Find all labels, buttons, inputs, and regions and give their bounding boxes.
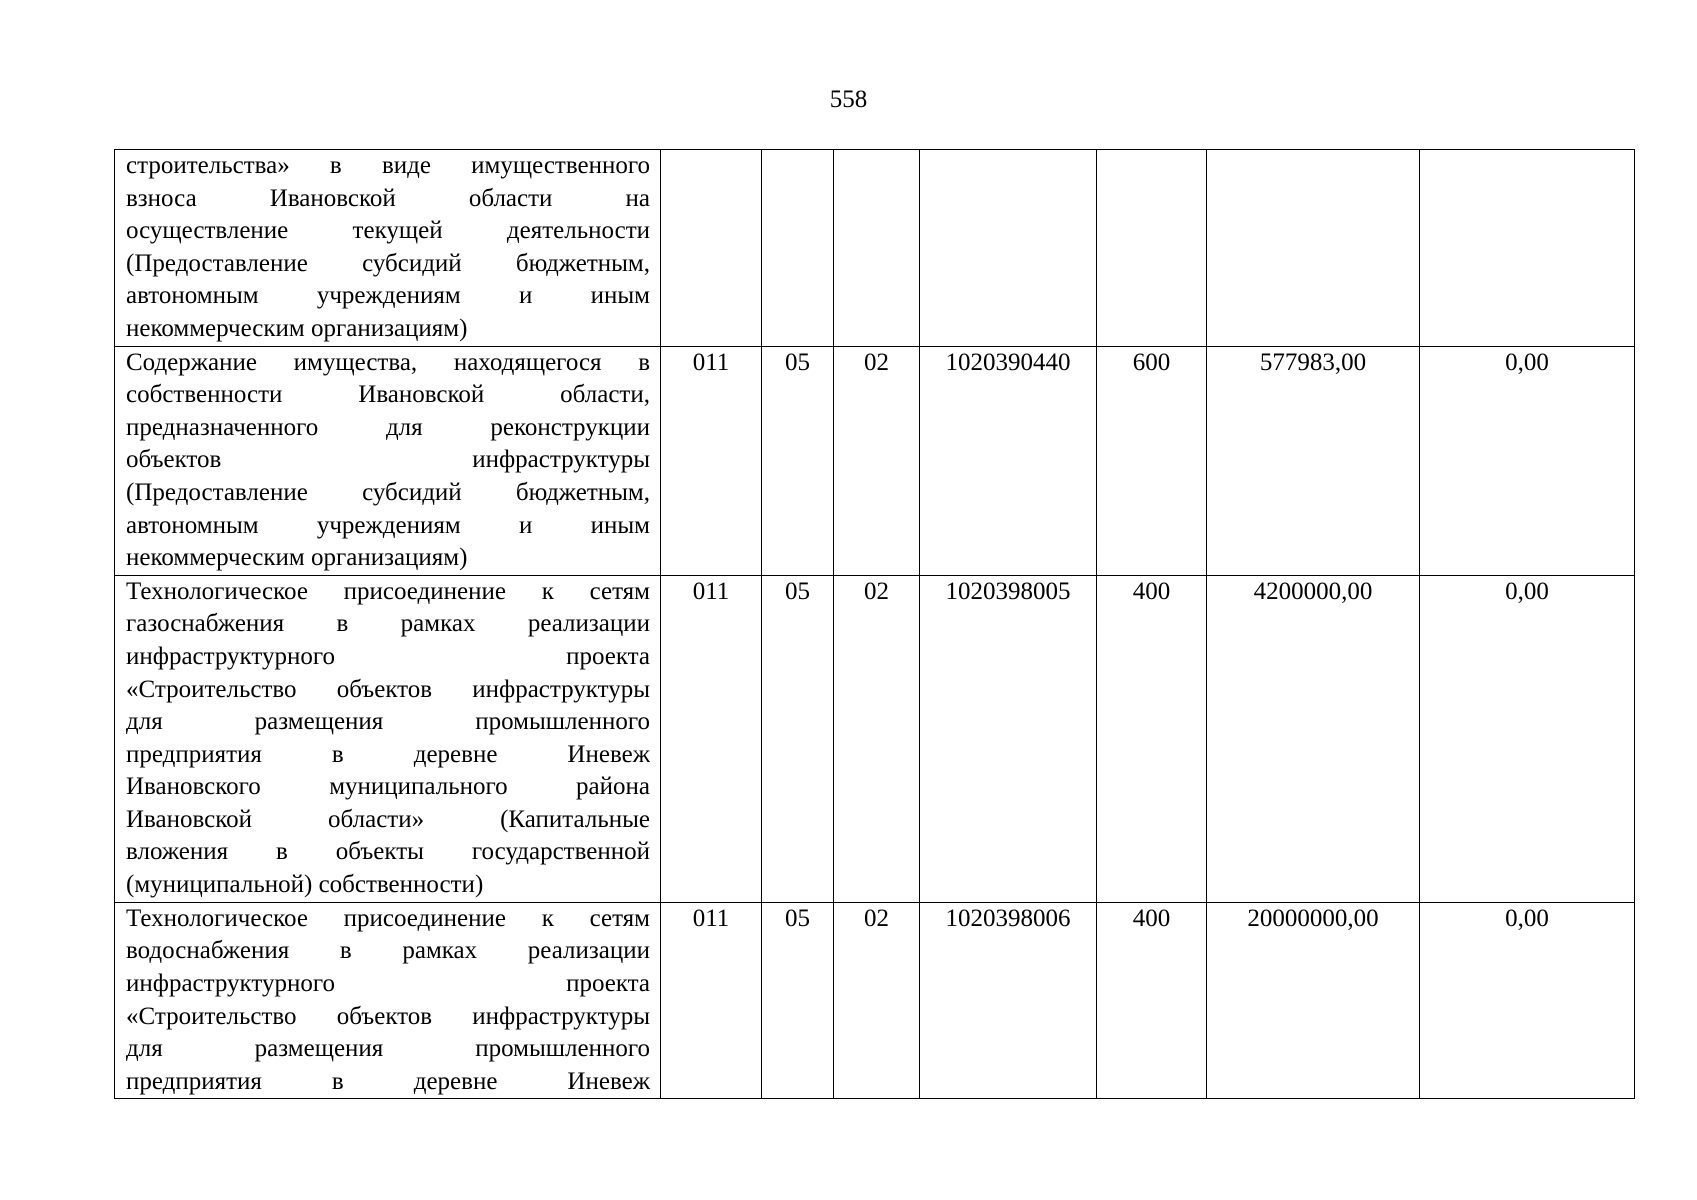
expense-type-cell: 400 bbox=[1097, 902, 1207, 1099]
description-line: вложения в объекты государственной bbox=[126, 838, 650, 866]
target-article-cell: 1020398006 bbox=[920, 902, 1097, 1099]
description-line: Ивановского муниципального района bbox=[126, 773, 650, 801]
amount-cell bbox=[1420, 150, 1635, 347]
page-number: 558 bbox=[829, 86, 868, 113]
subsection-code-cell: 02 bbox=[834, 902, 920, 1099]
description-line: строительства» в виде имущественного bbox=[126, 152, 650, 179]
table-body bbox=[115, 150, 1635, 1099]
ministry-code-cell: 011 bbox=[661, 575, 762, 902]
amount-cell: 20000000,00 bbox=[1207, 902, 1420, 1099]
section-code-cell bbox=[762, 150, 834, 347]
subsection-code-cell: 02 bbox=[834, 575, 920, 902]
description-line: Содержание имущества, находящегося в bbox=[126, 348, 650, 376]
target-article-cell: 1020398005 bbox=[920, 575, 1097, 902]
description-line: (муниципальной) собственности) bbox=[126, 871, 484, 899]
budget-table bbox=[114, 149, 1635, 1099]
description-line: Ивановской области» (Капитальные bbox=[126, 805, 650, 833]
subsection-code-cell: 02 bbox=[834, 346, 920, 575]
target-article-cell bbox=[920, 150, 1097, 347]
description-line: автономным учреждениям и иным bbox=[126, 511, 650, 539]
description-cell bbox=[115, 902, 661, 1099]
description-line: для размещения промышленного bbox=[126, 1035, 650, 1063]
description-line: предназначенного для реконструкции bbox=[126, 413, 650, 441]
expense-type-cell: 400 bbox=[1097, 575, 1207, 902]
table-row bbox=[115, 346, 1635, 575]
description-line: газоснабжения в рамках реализации bbox=[126, 610, 650, 638]
description-line: Технологическое присоединение к сетям bbox=[126, 904, 650, 932]
amount-cell bbox=[1207, 150, 1420, 347]
section-code-cell: 05 bbox=[762, 902, 834, 1099]
description-line: (Предоставление субсидий бюджетным, bbox=[126, 249, 650, 277]
description-line: некоммерческим организациям) bbox=[126, 314, 468, 342]
section-code-cell: 05 bbox=[762, 575, 834, 902]
amount-cell: 577983,00 bbox=[1207, 346, 1420, 575]
description-cell bbox=[115, 346, 661, 575]
expense-type-cell bbox=[1097, 150, 1207, 347]
section-code-cell: 05 bbox=[762, 346, 834, 575]
description-line: взноса Ивановской области на bbox=[126, 184, 650, 212]
ministry-code-cell: 011 bbox=[661, 346, 762, 575]
table-row bbox=[115, 902, 1635, 1099]
description-line: водоснабжения в рамках реализации bbox=[126, 937, 650, 965]
description-cell bbox=[115, 575, 661, 902]
description-line: предприятия в деревне Иневеж bbox=[126, 740, 650, 768]
ministry-code-cell bbox=[661, 150, 762, 347]
description-line: предприятия в деревне Иневеж bbox=[126, 1067, 650, 1095]
description-line: инфраструктурного проекта bbox=[126, 969, 650, 997]
description-line: некоммерческим организациям) bbox=[126, 544, 468, 572]
description-line: «Строительство объектов инфраструктуры bbox=[126, 1002, 650, 1030]
table-row bbox=[115, 150, 1635, 347]
description-line: автономным учреждениям и иным bbox=[126, 282, 650, 310]
description-line: Технологическое присоединение к сетям bbox=[126, 577, 650, 605]
description-line: осуществление текущей деятельности bbox=[126, 217, 650, 245]
description-line: (Предоставление субсидий бюджетным, bbox=[126, 478, 650, 506]
description-line: инфраструктурного проекта bbox=[126, 642, 650, 670]
amount-cell: 4200000,00 bbox=[1207, 575, 1420, 902]
amount-cell: 0,00 bbox=[1420, 575, 1635, 902]
amount-cell: 0,00 bbox=[1420, 902, 1635, 1099]
subsection-code-cell bbox=[834, 150, 920, 347]
ministry-code-cell: 011 bbox=[661, 902, 762, 1099]
amount-cell: 0,00 bbox=[1420, 346, 1635, 575]
description-cell bbox=[115, 150, 661, 347]
description-line: для размещения промышленного bbox=[126, 708, 650, 736]
target-article-cell: 1020390440 bbox=[920, 346, 1097, 575]
description-line: собственности Ивановской области, bbox=[126, 381, 650, 409]
table-row bbox=[115, 575, 1635, 902]
description-line: «Строительство объектов инфраструктуры bbox=[126, 675, 650, 703]
description-line: объектов инфраструктуры bbox=[126, 446, 650, 474]
expense-type-cell: 600 bbox=[1097, 346, 1207, 575]
